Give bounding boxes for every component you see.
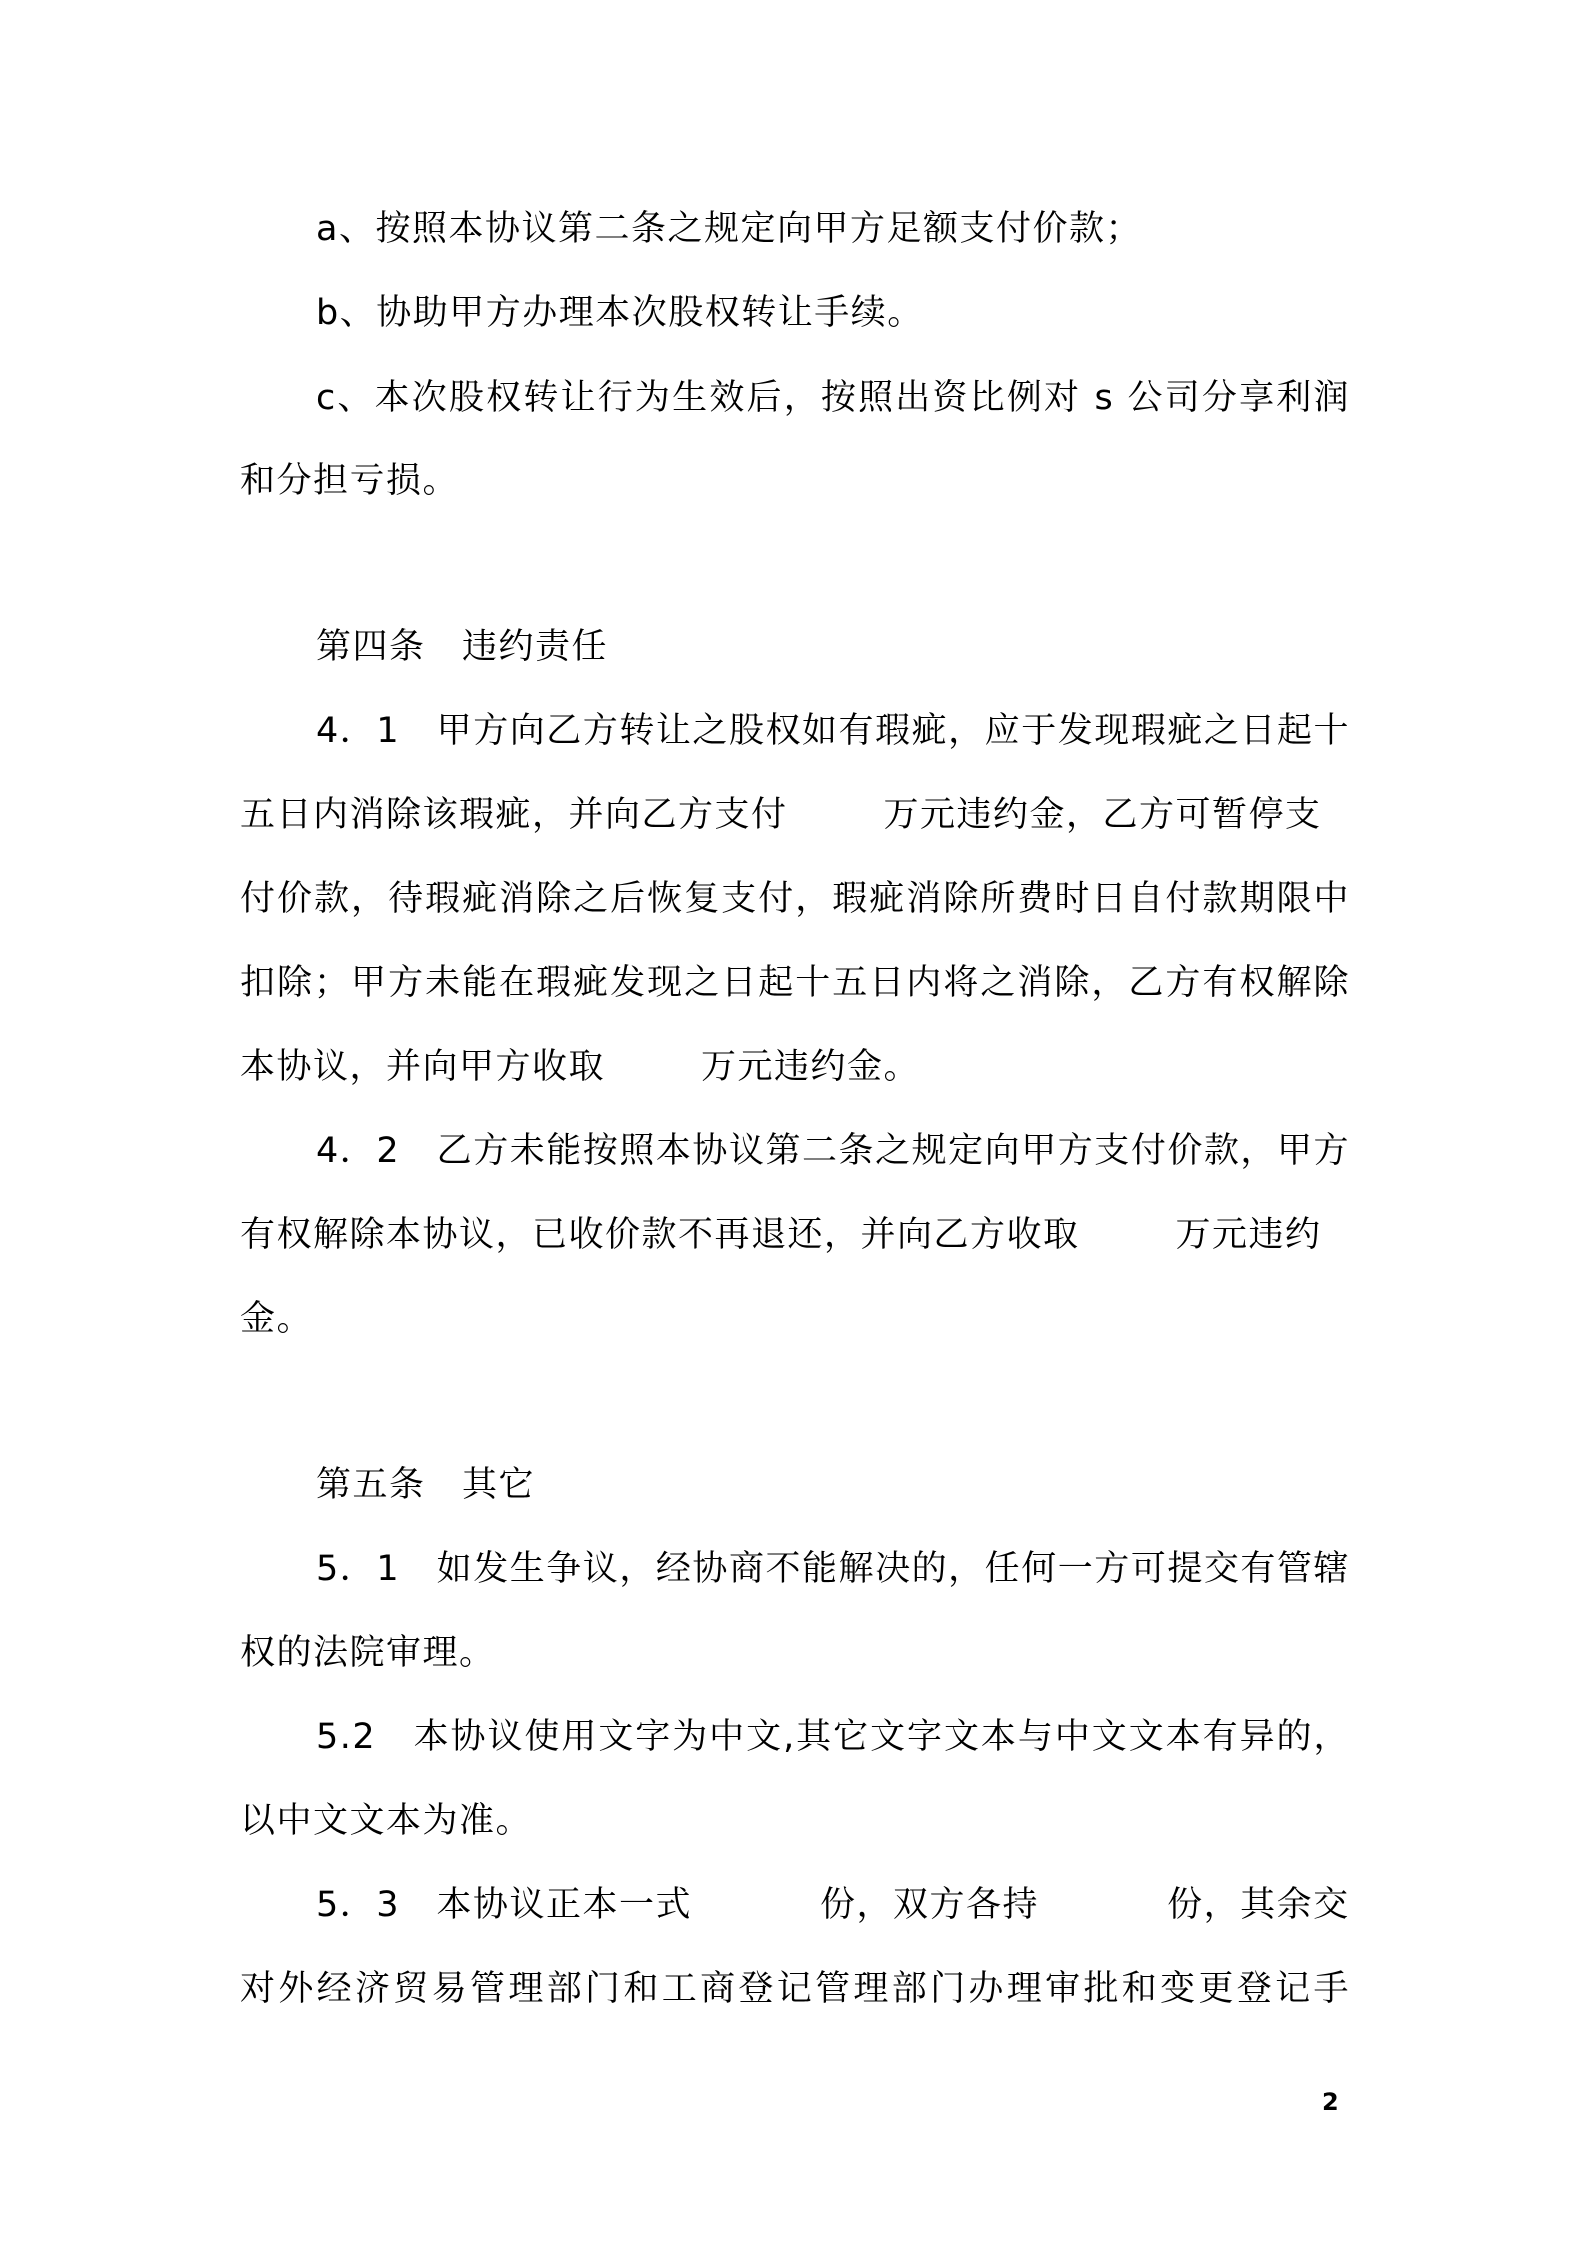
paragraph-line: 以中文文本为准。 (240, 1801, 533, 1841)
paragraph-line: 对外经济贸易管理部门和工商登记管理部门办理审批和变更登记手 (240, 1969, 1350, 2009)
paragraph-line-with-blank (240, 790, 1350, 840)
paragraph-line: 金。 (240, 1299, 314, 1339)
text-segment: 万元违约金，乙方可暂停支 (883, 795, 1322, 835)
text-segment: 万元违约 (1175, 1215, 1322, 1255)
paragraph-line: b、协助甲方办理本次股权转让手续。 (316, 293, 924, 333)
paragraph-line: 5．1 如发生争议，经协商不能解决的，任何一方可提交有管辖 (316, 1549, 1350, 1589)
section-heading-article-5: 第五条 其它 (316, 1465, 536, 1505)
paragraph-line: 权的法院审理。 (240, 1633, 496, 1673)
section-heading-article-4: 第四条 违约责任 (316, 627, 609, 667)
text-segment: 五日内消除该瑕疵，并向乙方支付 (240, 795, 788, 835)
text-segment: 份，双方各持 (820, 1885, 1040, 1925)
text-segment: 5．3 本协议正本一式 (316, 1885, 693, 1925)
paragraph-line-with-blank (240, 1042, 1350, 1092)
page-number: 2 (1322, 2088, 1339, 2116)
text-segment: 本协议，并向甲方收取 (240, 1047, 606, 1087)
paragraph-line: a、按照本协议第二条之规定向甲方足额支付价款； (316, 209, 1142, 249)
paragraph-line: 5.2 本协议使用文字为中文,其它文字文本与中文文本有异的， (316, 1717, 1350, 1757)
paragraph-line: 4．1 甲方向乙方转让之股权如有瑕疵，应于发现瑕疵之日起十 (316, 711, 1350, 751)
paragraph-line: 4．2 乙方未能按照本协议第二条之规定向甲方支付价款，甲方 (316, 1131, 1350, 1171)
paragraph-line-with-blanks (316, 1880, 1350, 1930)
paragraph-line: 和分担亏损。 (240, 461, 460, 501)
text-segment: 份，其余交 (1167, 1885, 1350, 1925)
text-segment: 有权解除本协议，已收价款不再退还，并向乙方收取 (240, 1215, 1080, 1255)
paragraph-line: 付价款，待瑕疵消除之后恢复支付，瑕疵消除所费时日自付款期限中 (240, 879, 1350, 919)
paragraph-line: 扣除；甲方未能在瑕疵发现之日起十五日内将之消除，乙方有权解除 (240, 963, 1350, 1003)
paragraph-line: c、本次股权转让行为生效后，按照出资比例对 s 公司分享利润 (316, 378, 1350, 418)
paragraph-line-with-blank (240, 1210, 1350, 1260)
text-segment: 万元违约金。 (701, 1047, 921, 1087)
